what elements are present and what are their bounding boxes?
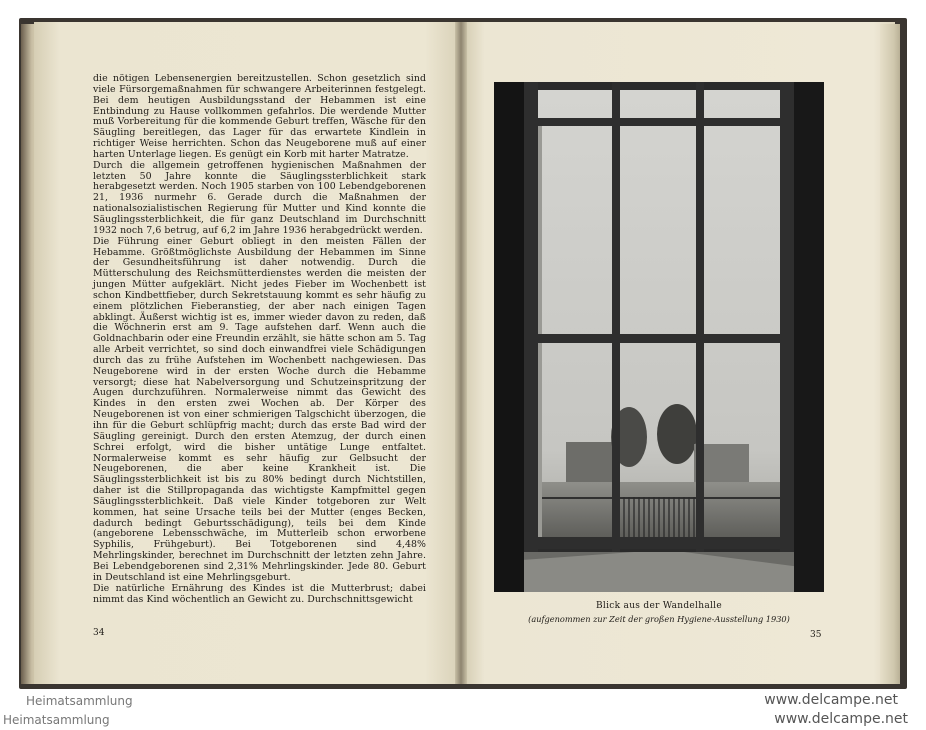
paragraph: die nötigen Lebensenergien bereitzustellen. Schon gesetzlich sind viele Fürsorgemaßnahmen für schwangere Arbeiterinnen festgelegt. Bei dem heutigen Ausbildungsstand der Hebammen ist eine Entbindung zu Hause vollkommen gefahrlos. Die werdende Mutter muß Vorbereitung für die kommende Geburt treffen, Wäsche für den Säugling bereitlegen, das Lager für das erwartete Kindlein in richtiger Weise herrichten. Schon das Neugeborene muß auf einer harten Unterlage liegen. Es genügt ein Korb mit harter Matratze. [93, 73, 426, 160]
left-page-body-text [93, 74, 426, 605]
photo-caption-title: Blick aus der Wandelhalle [596, 601, 722, 611]
paragraph: Die natürliche Ernährung des Kindes ist die Mutterbrust; dabei nimmt das Kind wöchentlich an Gewicht zu. Durchschnittsgewicht [93, 582, 426, 605]
book-gutter [455, 22, 467, 684]
watermark-delcampe: www.delcampe.net [764, 692, 898, 708]
paragraph: Die Führung einer Geburt obliegt in den meisten Fällen der Hebamme. Größtmöglichste Ausbildung der Hebammen im Sinne der Gesundheitsführung ist daher notwendig. Durch die Mütterschulung des Reichsmütterdienstes werden die meisten der jungen Mütter aufgeklärt. Nicht jedes Fieber im Wochenbett ist schon Kindbettfieber, durch Sekretstauung kommt es sehr häufig zu einem plötzlichen Fieberanstieg, der aber nach einigen Tagen abklingt. Äußerst wichtig ist es, immer wieder davon zu reden, daß die Wöchnerin erst am 9. Tage aufstehen darf. Wenn auch die Goldnachbarin oder eine Freundin erzählt, sie hätte schon am 5. Tag alle Arbeit verrichtet, so sind doch einwandfrei viele Schädigungen durch das zu frühe Aufstehen im Wochenbett nachgewiesen. Das Neugeborene wird in der ersten Woche durch die Hebamme versorgt; diese hat Nabelversorgung und Schutzeinspritzung der Augen durchzuführen. Normalerweise nimmt das Gewicht des Kindes in den ersten zwei Wochen ab. Der Körper des Neugeborenen ist von einer schmierigen Talgschicht überzogen, die ihn für die Geburt schlüpfrig macht; durch das erste Bad wird der Säugling gereinigt. Durch den ersten Atemzug, der durch einen Schrei erfolgt, wird die bisher untätige Lunge entfaltet. Normalerweise kommt es sehr häufig zur Gelbsucht der Neugeborenen, die aber keine Krankheit ist. Die Säuglingssterblichkeit ist bis zu 80% bedingt durch Nichtstillen, daher ist die Stillpropaganda das wichtigste Kampfmittel gegen Säuglingssterblichkeit. Daß viele Kinder totgeboren zur Welt kommen, hat seine Ursache teils bei der Mutter (enges Becken, dadurch bedingt Geburtsschädigung), teils bei dem Kinde (angeborene Lebensschwäche, im Mutterleib schon erworbene Syphilis, Frühgeburt). Bei Totgeborenen sind 4,48% Mehrlingskinder, berechnet im Durchschnitt der letzten zehn Jahre. Bei Lebendgeborenen sind 2,31% Mehrlingskinder. Jede 80. Geburt in Deutschland ist eine Mehrlingsgeburt. [93, 235, 426, 583]
watermark-heimatsammlung: Heimatsammlung [26, 694, 133, 708]
book-right-edge [880, 24, 900, 684]
photo-image [494, 82, 824, 592]
watermark-delcampe: www.delcampe.net [774, 711, 908, 727]
paragraph: Durch die allgemein getroffenen hygienischen Maßnahmen der letzten 50 Jahre konnte die Säuglingssterblichkeit stark herabgesetzt werden. Noch 1905 starben von 100 Lebendgeborenen 21, 1936 nurmehr 6. Gerade durch die Maßnahmen der nationalsozialistischen Regierung für Mutter und Kind konnte die Säuglingssterblichkeit, die für ganz Deutschland im Durchschnitt 1932 noch 7,6 betrug, auf 6,2 im Jahre 1936 herabgedrückt werden. [93, 159, 426, 236]
page-number-left: 34 [93, 628, 105, 638]
watermark-heimatsammlung: Heimatsammlung [3, 713, 110, 727]
photo-caption-subtitle: (aufgenommen zur Zeit der großen Hygiene-Ausstellung 1930) [528, 614, 790, 624]
window-hall-photo [494, 82, 824, 592]
page-number-right: 35 [810, 630, 822, 640]
